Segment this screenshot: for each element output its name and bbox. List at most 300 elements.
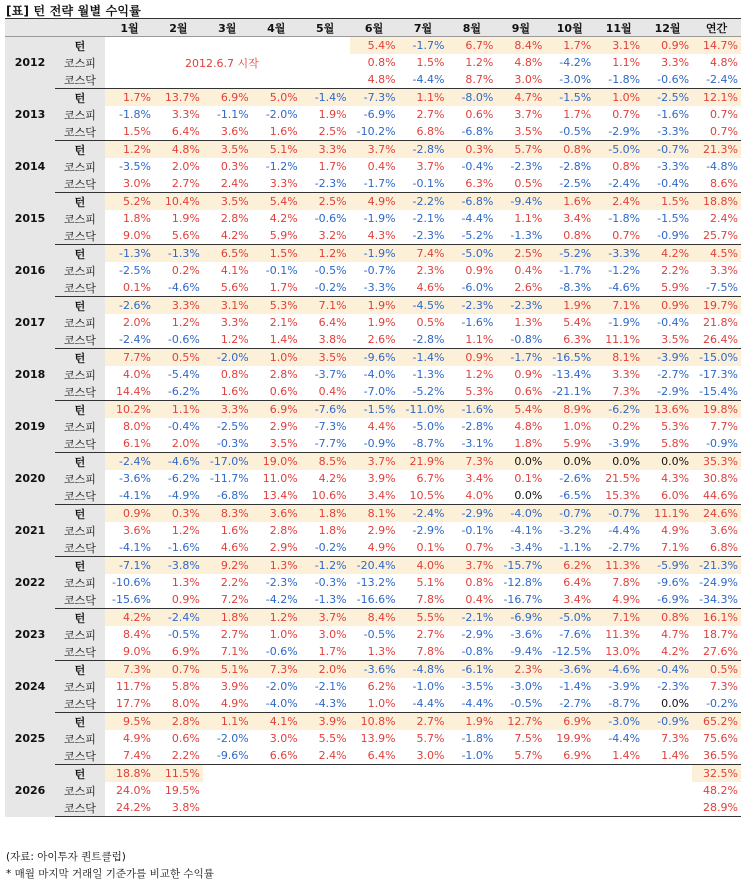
value-cell: 13.9% [360,732,396,745]
value-cell: 3.3% [301,141,350,159]
value-cell: 0.8% [545,227,594,245]
value-cell: 7.4% [399,245,448,263]
value-cell: -2.3% [510,160,543,173]
value-cell: 4.2% [643,245,692,263]
value-cell: 2.6% [350,331,399,349]
table-row [5,661,741,679]
value-cell: -6.2% [154,383,203,401]
value-cell: 7.8% [399,643,448,661]
value-cell: 6.4% [318,316,347,329]
value-cell: -2.8% [559,160,592,173]
value-cell: 2.3% [496,661,545,679]
value-cell: 5.6% [154,227,203,245]
year-cell: 2018 [5,349,55,401]
value-cell: 6.4% [563,576,592,589]
header-month: 3월 [203,19,252,37]
value-cell: 8.0% [122,420,151,433]
value-cell: -6.9% [496,609,545,627]
value-cell: -1.5% [350,401,399,419]
value-cell: 1.9% [447,713,496,731]
value-cell: 8.6% [692,175,741,193]
value-cell: -2.0% [203,349,252,367]
value-cell: 1.6% [220,524,249,537]
value-cell [350,782,399,799]
row-label: 코스닥 [55,539,105,557]
value-cell: 5.7% [496,747,545,765]
value-cell [252,71,301,89]
value-cell: -6.8% [203,487,252,505]
table-row [5,401,741,419]
year-cell: 2014 [5,141,55,193]
value-cell: 6.7% [416,472,445,485]
value-cell: 28.9% [692,799,741,817]
value-cell: 7.3% [594,383,643,401]
value-cell: 3.4% [563,212,592,225]
value-cell: 3.0% [105,175,154,193]
value-cell: 10.2% [105,401,154,419]
value-cell: -1.2% [608,264,641,277]
value-cell: 2.7% [416,628,445,641]
value-cell [301,71,350,89]
value-cell: -5.0% [594,141,643,159]
value-cell: -0.8% [447,643,496,661]
header-month: 5월 [301,19,350,37]
table-row [5,505,741,523]
row-label: 코스피 [55,574,105,591]
value-cell: 1.2% [171,524,200,537]
value-cell: -2.1% [412,212,445,225]
value-cell: 5.8% [171,680,200,693]
value-cell: -0.7% [545,505,594,523]
value-cell: -3.3% [643,123,692,141]
value-cell [643,799,692,817]
value-cell: 1.9% [171,212,200,225]
method-note: * 매월 마지막 거래일 기준가를 비교한 수익률 [6,868,214,880]
value-cell: 24.0% [115,784,151,797]
row-label: 코스닥 [55,331,105,349]
value-cell: 1.5% [416,56,445,69]
value-cell: 0.4% [367,160,396,173]
year-cell: 2022 [5,557,55,609]
value-cell: -0.5% [496,695,545,713]
value-cell: -12.5% [545,643,594,661]
table-row [5,747,741,765]
value-cell: 4.0% [122,368,151,381]
value-cell [545,782,594,799]
value-cell: -6.8% [447,123,496,141]
value-cell: -5.2% [399,383,448,401]
value-cell: -2.8% [399,141,448,159]
value-cell: 5.4% [563,316,592,329]
value-cell: 7.1% [594,297,643,315]
value-cell: -1.6% [447,401,496,419]
value-cell: -0.1% [461,524,494,537]
value-cell: 5.6% [203,279,252,297]
value-cell: 1.2% [252,609,301,627]
value-cell: 1.1% [203,713,252,731]
value-cell: 1.7% [318,160,347,173]
value-cell [594,782,643,799]
value-cell: -0.4% [643,175,692,193]
value-cell: -0.5% [314,264,347,277]
value-cell [594,765,643,783]
value-cell: -4.2% [252,591,301,609]
value-cell: 9.5% [105,713,154,731]
value-cell: 2.7% [220,628,249,641]
table-row [5,522,741,539]
value-cell: -15.7% [496,557,545,575]
value-cell: 16.1% [692,609,741,627]
value-cell: 1.7% [105,89,154,107]
value-cell [154,71,203,89]
value-cell: -2.8% [461,420,494,433]
value-cell: 3.9% [367,472,396,485]
value-cell: 5.1% [416,576,445,589]
value-cell: -4.1% [510,524,543,537]
year-cell: 2026 [5,765,55,817]
value-cell: -16.7% [496,591,545,609]
value-cell: 0.0% [594,453,643,471]
value-cell: -0.3% [203,435,252,453]
value-cell: 2.4% [710,212,738,225]
value-cell: 7.8% [612,576,641,589]
value-cell: 8.7% [447,71,496,89]
table-row [5,279,741,297]
row-label: 코스닥 [55,695,105,713]
value-cell: 3.8% [301,331,350,349]
value-cell: 1.3% [514,316,543,329]
value-cell: 0.9% [154,591,203,609]
value-cell: -9.6% [657,576,690,589]
value-cell: -5.4% [167,368,200,381]
value-cell [301,799,350,817]
value-cell: 1.4% [643,747,692,765]
value-cell: 3.7% [350,453,399,471]
value-cell: 5.4% [350,37,399,55]
value-cell: 0.6% [465,108,494,121]
value-cell: 3.9% [301,713,350,731]
start-note: 2012.6.7 시작 [185,56,259,70]
value-cell: 8.4% [496,37,545,55]
value-cell: 0.5% [416,316,445,329]
value-cell: 1.7% [301,643,350,661]
value-cell: -0.6% [643,71,692,89]
header-label [55,19,105,37]
year-cell: 2019 [5,401,55,453]
value-cell: 4.1% [220,264,249,277]
value-cell: 0.7% [447,539,496,557]
value-cell: 8.4% [122,628,151,641]
value-cell: -15.4% [692,383,741,401]
value-cell: -4.4% [447,695,496,713]
value-cell: 6.8% [399,123,448,141]
value-cell: 4.2% [269,212,298,225]
year-cell: 2015 [5,193,55,245]
value-cell: 0.8% [612,160,641,173]
value-cell: 65.2% [692,713,741,731]
value-cell: 25.7% [692,227,741,245]
value-cell: 2.9% [269,420,298,433]
value-cell: 1.3% [171,576,200,589]
table-row [5,557,741,575]
header-month: 10월 [545,19,594,37]
row-label: 코스피 [55,106,105,123]
table-row [5,123,741,141]
value-cell [252,765,301,783]
value-cell: -3.1% [447,435,496,453]
value-cell: -4.6% [154,279,203,297]
value-cell: 11.1% [643,505,692,523]
value-cell: 2.5% [496,245,545,263]
value-cell: 0.2% [171,264,200,277]
value-cell: 0.0% [643,453,692,471]
value-cell: -3.5% [119,160,151,173]
value-cell: -1.6% [657,108,690,121]
value-cell: 1.5% [105,123,154,141]
value-cell: 8.1% [594,349,643,367]
table-row [5,141,741,159]
value-cell: 26.4% [692,331,741,349]
table-row [5,193,741,211]
value-cell: 7.2% [203,591,252,609]
value-cell: -2.5% [119,264,151,277]
value-cell: 0.8% [545,141,594,159]
value-cell: -6.9% [363,108,396,121]
table-row [5,418,741,435]
value-cell: -2.9% [594,123,643,141]
value-cell: 4.7% [496,89,545,107]
value-cell: 3.0% [269,732,298,745]
value-cell: 1.2% [465,368,494,381]
value-cell: 5.1% [203,661,252,679]
value-cell: 7.5% [514,732,543,745]
value-cell [447,782,496,799]
value-cell: 5.7% [416,732,445,745]
value-cell: -0.4% [461,160,494,173]
value-cell: -1.8% [594,71,643,89]
value-cell: -0.1% [265,264,298,277]
value-cell: 2.8% [154,713,203,731]
value-cell: 3.6% [252,505,301,523]
value-cell: -4.4% [608,732,641,745]
row-label: 턴 [55,141,105,159]
value-cell: -2.3% [399,227,448,245]
value-cell: -2.3% [496,297,545,315]
value-cell: 3.2% [301,227,350,245]
value-cell: 3.7% [350,141,399,159]
value-cell: 36.5% [692,747,741,765]
value-cell: 1.0% [350,695,399,713]
table-row [5,383,741,401]
value-cell: -4.2% [559,56,592,69]
value-cell: 1.0% [594,89,643,107]
value-cell: 2.4% [301,747,350,765]
value-cell: 11.3% [605,628,641,641]
value-cell: 6.9% [545,713,594,731]
row-label: 턴 [55,713,105,731]
value-cell: -3.9% [608,680,641,693]
value-cell: 5.3% [661,420,690,433]
value-cell: 0.9% [643,297,692,315]
value-cell: 13.0% [594,643,643,661]
value-cell: -1.9% [363,212,396,225]
value-cell: 0.1% [514,472,543,485]
value-cell: 0.4% [447,591,496,609]
value-cell: 5.3% [252,297,301,315]
value-cell: -24.9% [699,576,738,589]
value-cell: 19.9% [556,732,592,745]
value-cell: 1.0% [252,349,301,367]
value-cell: -3.0% [510,680,543,693]
year-cell: 2020 [5,453,55,505]
value-cell: 10.4% [154,193,203,211]
row-label: 코스닥 [55,123,105,141]
value-cell: 2.3% [416,264,445,277]
row-label: 코스피 [55,262,105,279]
value-cell: 1.1% [612,56,641,69]
value-cell: -3.9% [594,435,643,453]
row-label: 코스피 [55,314,105,331]
value-cell: 3.0% [496,71,545,89]
value-cell: 2.8% [269,368,298,381]
value-cell: 2.0% [171,160,200,173]
value-cell: 1.0% [269,628,298,641]
value-cell: 0.8% [220,368,249,381]
value-cell: 5.1% [252,141,301,159]
value-cell: 15.3% [594,487,643,505]
value-cell: -6.0% [447,279,496,297]
row-label: 코스닥 [55,175,105,193]
row-label: 턴 [55,401,105,419]
value-cell: 1.3% [252,557,301,575]
value-cell [105,71,154,89]
value-cell: 17.7% [105,695,154,713]
value-cell: -1.0% [412,680,445,693]
value-cell: 4.1% [252,713,301,731]
value-cell: 8.5% [301,453,350,471]
value-cell: 2.9% [367,524,396,537]
header-month: 연간 [692,19,741,37]
value-cell: 3.5% [203,141,252,159]
value-cell: 2.8% [220,212,249,225]
value-cell: 1.2% [203,331,252,349]
value-cell: 0.4% [301,383,350,401]
row-label: 코스닥 [55,435,105,453]
value-cell: 8.0% [154,695,203,713]
value-cell: 1.9% [367,316,396,329]
value-cell: -2.1% [314,680,347,693]
value-cell: 1.1% [154,401,203,419]
value-cell [105,37,154,55]
value-cell: 1.1% [399,89,448,107]
value-cell: -3.0% [545,71,594,89]
value-cell: 6.3% [447,175,496,193]
value-cell: 11.3% [594,557,643,575]
value-cell: 10.8% [350,713,399,731]
value-cell: 4.3% [661,472,690,485]
value-cell: 0.9% [105,505,154,523]
value-cell: -2.0% [265,108,298,121]
row-label: 턴 [55,765,105,783]
value-cell: 1.9% [350,297,399,315]
value-cell: 0.3% [154,505,203,523]
value-cell: 7.3% [710,680,738,693]
value-cell: -2.4% [105,453,154,471]
value-cell: 12.1% [692,89,741,107]
value-cell: 10.5% [399,487,448,505]
value-cell: 2.6% [496,279,545,297]
value-cell: 7.1% [643,539,692,557]
value-cell: 4.9% [350,539,399,557]
value-cell: 3.5% [252,435,301,453]
value-cell: 6.2% [367,680,396,693]
value-cell [643,782,692,799]
value-cell: 14.7% [692,37,741,55]
value-cell: -1.3% [496,227,545,245]
value-cell: 0.9% [514,368,543,381]
value-cell: -4.4% [608,524,641,537]
monthly-returns-table [5,18,741,817]
value-cell: 4.9% [350,193,399,211]
value-cell: -2.9% [643,383,692,401]
value-cell: 1.7% [252,279,301,297]
value-cell: 5.8% [643,435,692,453]
value-cell: -2.4% [692,71,741,89]
row-label: 코스닥 [55,279,105,297]
value-cell: -11.7% [209,472,249,485]
value-cell: 19.7% [692,297,741,315]
value-cell: -3.3% [350,279,399,297]
value-cell: 4.8% [350,71,399,89]
value-cell: -2.4% [594,175,643,193]
value-cell: 5.7% [496,141,545,159]
value-cell: -0.3% [314,576,347,589]
value-cell [399,782,448,799]
value-cell: 3.3% [154,297,203,315]
row-label: 코스닥 [55,643,105,661]
value-cell [252,37,301,55]
value-cell: -1.8% [119,108,151,121]
row-label: 코스피 [55,158,105,175]
value-cell: 0.1% [105,279,154,297]
table-row [5,487,741,505]
value-cell: 6.0% [643,487,692,505]
value-cell: -2.7% [594,539,643,557]
value-cell [496,765,545,783]
value-cell [350,799,399,817]
value-cell: -12.8% [503,576,543,589]
value-cell: 1.3% [350,643,399,661]
value-cell: 3.5% [643,331,692,349]
row-label: 턴 [55,609,105,627]
value-cell: 35.3% [692,453,741,471]
value-cell: 1.5% [252,245,301,263]
value-cell: -3.3% [657,160,690,173]
value-cell: 7.7% [105,349,154,367]
value-cell: -1.5% [545,89,594,107]
value-cell: -4.6% [594,279,643,297]
value-cell: 2.0% [154,435,203,453]
value-cell: -21.1% [545,383,594,401]
value-cell: 3.5% [301,349,350,367]
table-row [5,158,741,175]
value-cell: 3.3% [710,264,738,277]
value-cell: 1.1% [447,331,496,349]
value-cell: -2.7% [545,695,594,713]
value-cell: 3.3% [661,56,690,69]
value-cell: 7.4% [105,747,154,765]
value-cell: -2.3% [447,297,496,315]
